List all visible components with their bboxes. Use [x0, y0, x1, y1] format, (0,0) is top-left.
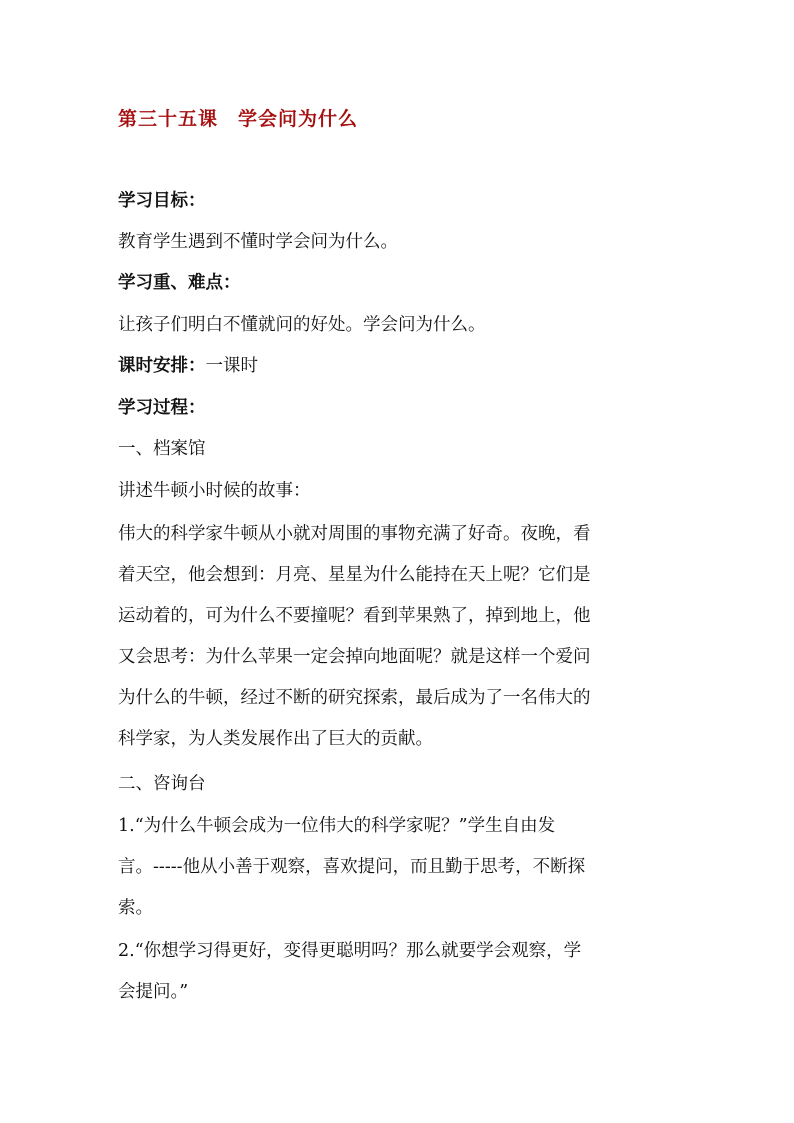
section1-heading: 一、档案馆 — [118, 439, 206, 459]
story-line: 为什么的牛顿，经过不断的研究探索，最后成为了一名伟大的 — [118, 688, 591, 708]
lesson-title: 第三十五课 学会问为什么 — [118, 108, 359, 130]
goal-text: 教育学生遇到不懂时学会问为什么。 — [118, 232, 398, 252]
question2-paragraph — [118, 931, 581, 1013]
question1-line: 索。 — [118, 898, 153, 918]
schedule-label: 课时安排： — [118, 356, 206, 376]
process-heading: 学习过程： — [118, 398, 206, 418]
question2-line: 2.“你想学习得更好，变得更聪明吗？那么就要学会观察，学 — [118, 941, 582, 961]
key-points-heading: 学习重、难点： — [118, 273, 241, 293]
question1-line: 言。-----他从小善于观察，喜欢提问，而且勤于思考，不断探 — [118, 857, 586, 877]
story-line: 伟大的科学家牛顿从小就对周围的事物充满了好奇。夜晚，看 — [118, 524, 591, 544]
question2-line: 会提问。” — [118, 982, 189, 1002]
story-line: 科学家，为人类发展作出了巨大的贡献。 — [118, 729, 433, 749]
key-points-text: 让孩子们明白不懂就问的好处。学会问为什么。 — [118, 315, 486, 335]
section2-heading: 二、咨询台 — [118, 774, 206, 794]
story-intro: 讲述牛顿小时候的故事： — [118, 481, 311, 501]
schedule-line — [118, 346, 258, 387]
story-line: 又会思考：为什么苹果一定会掉向地面呢？就是这样一个爱问 — [118, 647, 591, 667]
question1-line: 1.“为什么牛顿会成为一位伟大的科学家呢？”学生自由发 — [118, 816, 556, 836]
goal-heading: 学习目标： — [118, 191, 206, 211]
question1-paragraph — [118, 806, 585, 929]
schedule-value: 一课时 — [205, 356, 258, 376]
story-line: 运动着的，可为什么不要撞呢？看到苹果熟了，掉到地上，他 — [118, 606, 591, 626]
story-line: 着天空，他会想到：月亮、星星为什么能持在天上呢？它们是 — [118, 565, 591, 585]
story-paragraph — [118, 514, 591, 760]
